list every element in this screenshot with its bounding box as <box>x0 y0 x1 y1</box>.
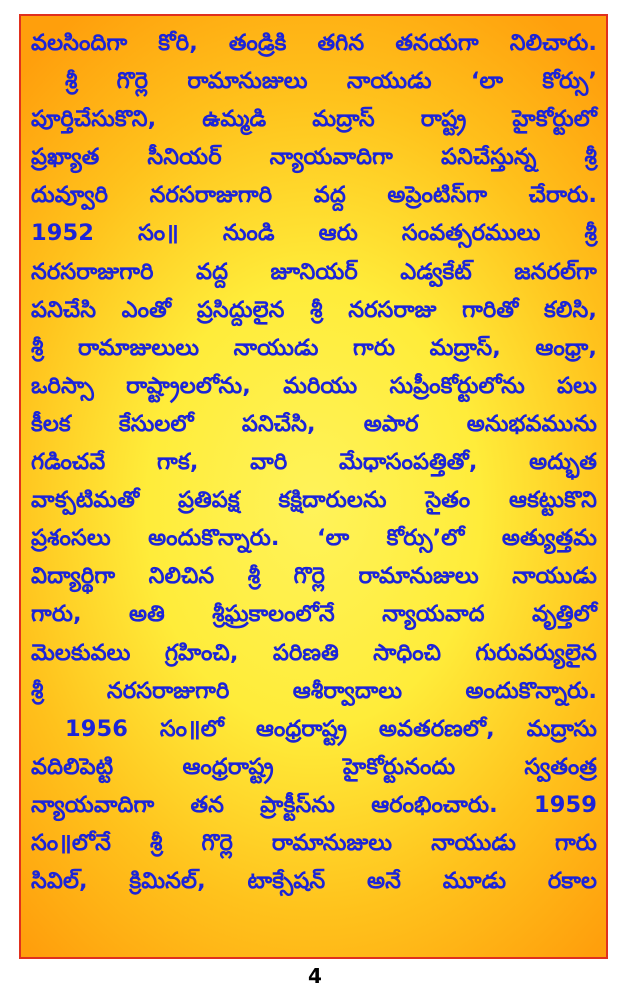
text-line-18: శ్రీ నరసరాజుగారి ఆశీర్వాదాలు అందుకొన్నారు. <box>31 677 597 704</box>
text-line-11: కీలక కేసులలో పనిచేసి, అపార అనుభవమును <box>31 410 597 437</box>
page-frame <box>19 14 608 959</box>
text-line-17: మెలకువలు గ్రహించి, పరిణతి సాధించి గురువర్యులైన <box>31 639 597 666</box>
text-line-19: 1956 సం॥లో ఆంధ్రరాష్ట్ర అవతరణలో, మద్రాసు <box>65 715 597 742</box>
text-line-7: నరసరాజుగారి వద్ద జూనియర్ ఎడ్వకేట్ జనరల్‌గా <box>31 258 597 285</box>
text-line-2: శ్రీ గొర్లె రామానుజులు నాయుడు ‘లా కోర్సు’ <box>65 68 597 95</box>
text-line-20: వదిలిపెట్టి ఆంధ్రరాష్ట్ర హైకోర్టునందు స్వతంత్ర <box>31 753 597 780</box>
text-line-12: గడించవే గాక, వారి మేధాసంపత్తితో, అద్భుత <box>31 449 597 476</box>
document-body <box>31 24 597 900</box>
text-line-4: ప్రఖ్యాత సీనియర్ న్యాయవాదిగా పనిచేస్తున్న శ్రీ <box>31 144 597 171</box>
text-line-8: పనిచేసి ఎంతో ప్రసిద్దులైన శ్రీ నరసరాజు గారితో కలిసి, <box>31 296 597 323</box>
text-line-15: విద్యార్థిగా నిలిచిన శ్రీ గొర్లె రామానుజులు నాయుడు <box>31 563 597 590</box>
text-line-16: గారు, అతి శ్రీఘ్రకాలంలోనే న్యాయవాద వృత్తిలో <box>31 601 597 628</box>
page-number: 4 <box>308 964 322 985</box>
text-line-13: వాక్పటిమతో ప్రతిపక్ష కక్షిదారులను సైతం ఆకట్టుకొని <box>31 487 597 514</box>
text-line-22: సం॥లోనే శ్రీ గొర్లె రామానుజులు నాయుడు గారు <box>31 829 597 856</box>
text-line-1: వలసిందిగా కోరి, తండ్రికి తగిన తనయగా నిలిచారు. <box>31 30 597 56</box>
text-line-9: శ్రీ రామాజులులు నాయుడు గారు మద్రాస్, ఆంధ్రా, <box>31 334 597 361</box>
text-line-5: దువ్వూరి నరసరాజుగారి వద్ద అప్రెంటిస్‌గా చేరారు. <box>31 182 597 209</box>
text-line-21: న్యాయవాదిగా తన ప్రాక్టీస్‌ను ఆరంభించారు. 1959 <box>31 791 597 818</box>
text-line-10: ఒరిస్సా రాష్ట్రాలలోను, మరియు సుప్రీంకోర్టులోను పలు <box>31 372 597 399</box>
text-line-3: పూర్తిచేసుకొని, ఉమ్మడి మద్రాస్ రాష్ట్ర హైకోర్టులో <box>31 106 597 133</box>
text-line-23: సివిల్, క్రిమినల్, టాక్సేషన్ అనే మూడు రకాల <box>31 868 597 895</box>
text-line-6: 1952 సం॥ నుండి ఆరు సంవత్సరములు శ్రీ <box>31 220 597 247</box>
text-line-14: ప్రశంసలు అందుకొన్నారు. ‘లా కోర్సు’లో అత్యుత్తమ <box>31 525 597 552</box>
